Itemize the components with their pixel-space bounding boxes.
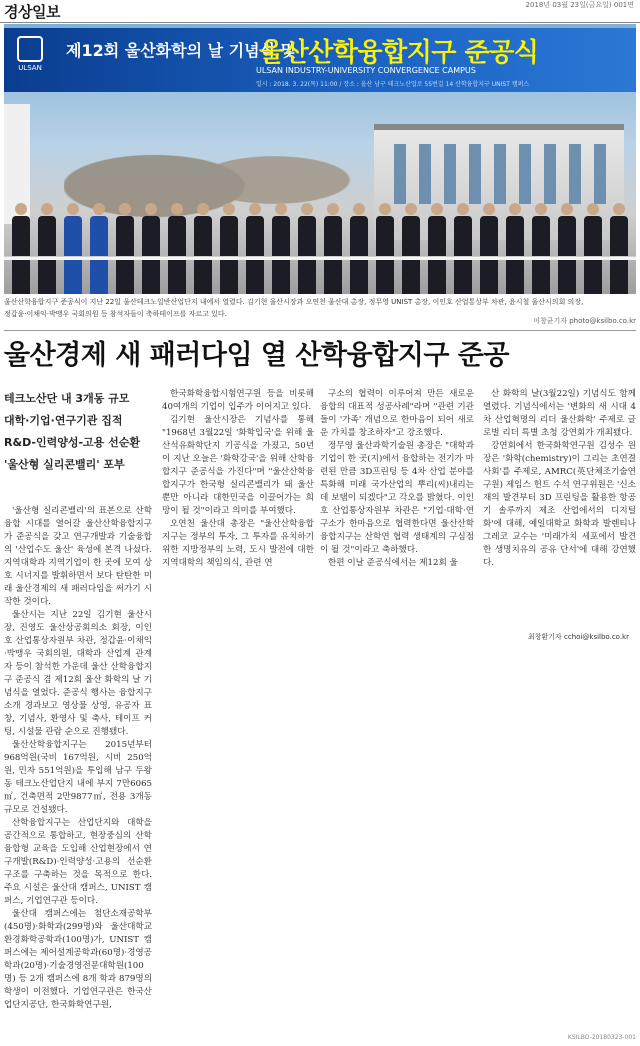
attendee-figure — [506, 203, 524, 294]
paragraph: 김기현 울산시장은 기념사를 통해 "1968년 3월22일 '화학입국'을 위해 울산석유화학단지 기공식을 가졌고, 50년이 지난 오늘은 '화학강국'을 위해 산학융합지구 준공식을 가진다"며 "울산산학융합지구가 한국형 실리콘밸리가 돼 울산뿐만 아니라 대한민국을 이끌어가는 희망이 될 것"이라고 의미를 부여했다. — [162, 415, 314, 516]
attendee-figure — [116, 203, 134, 294]
attendee-figure — [454, 203, 472, 294]
newspaper-logo: 경상일보 — [4, 3, 60, 21]
attendee-figure — [298, 203, 316, 294]
subhead-1: 테크노산단 내 3개동 규모 — [4, 392, 130, 405]
attendee-figure — [428, 203, 446, 294]
paragraph: 울산산학융합지구는 2015년부터 968억원(국비 167억원, 시비 250억원, 민자 551억원)을 투입해 남구 두왕동 테크노산업단지 내에 부지 7만6065㎡, 건축면적 2만9877㎡, 전용 3개동 규모로 건설됐다. — [4, 740, 152, 815]
photo-credit: 이창균기자 photo@ksilbo.co.kr — [533, 317, 636, 325]
paragraph: 한편 이날 준공식에서는 제12회 울 — [328, 558, 458, 568]
headline: 울산경제 새 패러다임 열 산학융합지구 준공 — [4, 340, 509, 371]
ceremony-banner — [4, 28, 636, 92]
paragraph: 울산시는 지난 22일 김기현 울산시장, 진영도 울산상공회의소 회장, 이인호 산업통상자원부 차관, 정갑윤·이채익·박맹우 국회의원, 대학과 산업계 관계자 등이 참석한 가운데 울산 산학융합지구 준공식 겸 제12회 울산 화학의 날 기념식을 열었다. 준공식 행사는 융합지구 소개 경과보고 영상물 상영, 유공자 표창, 기념사, 환영사 및 축사, 테이프 커팅, 시설물 관람 순으로 진행됐다. — [4, 610, 152, 737]
attendee-figure — [64, 203, 82, 294]
attendee-figure — [480, 203, 498, 294]
caption-line-2: 정갑윤·이채익·박맹우 국회의원 등 참석자들이 축하테이프를 자르고 있다. — [4, 310, 227, 318]
subhead-4: '울산형 실리콘밸리' 포부 — [4, 458, 125, 471]
paragraph: 정무영 울산과학기술원 총장은 "대학과 기업이 한 곳(지)에서 융합하는 전기가 마련된 만큼 3D프린팅 등 4차 산업 분야를 특화해 미래 국가산업의 뿌리(씨)내리는데 보탬이 되겠다"고 각오를 밝혔다. 이인호 산업통상자원부 차관은 "기업·대학·연구소가 한마음으로 협력한다면 울산산학융합지구는 산학연 협력 생태계의 구심점이 될 것"이라고 축하했다. — [320, 441, 474, 555]
masthead — [0, 0, 640, 23]
attendee-figure — [90, 203, 108, 294]
paragraph: 산 화학의 날(3월22일) 기념식도 함께 열렸다. 기념식에서는 '변화의 새 시대 4차 산업혁명의 리더 울산화학' 주제로 글로벌 리더 특별 초청 강연회가 개최됐다. — [483, 389, 636, 438]
subheadlines — [4, 388, 154, 476]
attendee-figure — [194, 203, 212, 294]
attendee-figure — [246, 203, 264, 294]
attendee-figure — [168, 203, 186, 294]
attendee-figure — [584, 203, 602, 294]
subhead-3: R&D-인력양성-고용 선순환 — [4, 436, 140, 449]
subhead-2: 대학·기업·연구기관 집적 — [4, 414, 123, 427]
attendee-figure — [558, 203, 576, 294]
article-column-1 — [4, 505, 152, 1040]
article-column-4 — [483, 388, 636, 628]
ceremony-ribbon — [4, 256, 636, 260]
attendee-figure — [220, 203, 238, 294]
ceremony-attendees — [4, 194, 636, 294]
paragraph: 한국화학융합시험연구원 등을 비롯해 40여개의 기업이 입주가 이어지고 있다. — [162, 389, 314, 412]
paragraph: 울산대 캠퍼스에는 첨단소재공학부(450명)·화학과(299명)와 울산대학교 환경화학공학과(100명)가, UNIST 캠퍼스에는 제어설계공학과(60명)·경영공학과(20명)·기술경영전문대학원(100명) 등 2개 캠퍼스에 8개 학과 879명의 학생이 이전했다. 기업연구관은 한국산업단지공단, 한국화학연구원, — [4, 909, 152, 1010]
attendee-figure — [12, 203, 30, 294]
lead-photo — [4, 24, 636, 294]
banner-detail-text: 일시 : 2018. 3. 22(목) 11:00 / 장소 : 울산 남구 테크노산업로 55번길 14 산학융합지구 UNIST 캠퍼스 — [256, 81, 530, 88]
attendee-figure — [142, 203, 160, 294]
banner-left-text: 제12회 울산화학의 날 기념식 및 — [66, 41, 297, 60]
attendee-figure — [350, 203, 368, 294]
paragraph: 강연회에서 한국화학연구원 김성수 원장은 '화학(chemistry)이 그리는 초연결 사회'를 주제로, AMRC(英단체조기술연구원) 제임스 헌트 수석 연구위원은 '신소재의 발견부터 3D 프린팅을 활용한 항공기 솔루까지 제조 산업에서의 디지털화'에 대해, 예일대학교 화학과 발렌티나 그레코 교수는 '미래가치 세포에서 발견한 생명치유의 공유 단서'에 대해 강연했다. — [483, 441, 636, 568]
attendee-figure — [272, 203, 290, 294]
paragraph: 오연천 울산대 총장은 "울산산학융합지구는 정부의 투자, 그 투자를 유치하기 위한 지방정부의 노력, 도시 발전에 대한 지역대학의 책임의식, 관련 연 — [162, 519, 314, 568]
attendee-figure — [38, 203, 56, 294]
paragraph: 구소의 협력이 이루어져 만든 새로운 융합의 대표적 성공사례"라며 "관련 기관들이 '가족' 개념으로 한마음이 되어 새로운 가치를 창조하자"고 강조했다. — [320, 389, 474, 438]
issue-date: 2018년 03월 23일(금요일) 001면 — [525, 1, 634, 9]
caption-line-1: 울산산학융합지구 준공식이 지난 22일 울산테크노일반산업단지 내에서 열렸다. 김기현 울산시장과 오연천 울산대 총장, 정무영 UNIST 총장, 이인호 산업통상부 차관, 윤시철 울산시의회 의장, — [4, 298, 584, 306]
banner-sub-text: ULSAN INDUSTRY-UNIVERSITY CONVERGENCE CAMPUS — [256, 66, 476, 75]
article-column-2 — [162, 388, 314, 640]
attendee-figure — [532, 203, 550, 294]
banner-main-text: 울산산학융합지구 준공식 — [259, 38, 539, 68]
attendee-figure — [402, 203, 420, 294]
paragraph: 산학융합지구는 산업단지와 대학을 공간적으로 통합하고, 현장중심의 산학융합형 교육을 도입해 산업현장에서 연구개발(R&D)·인력양성·고용의 선순환 구조를 구축하는 것을 목적으로 한다. 주요 시설은 울산대 캠퍼스, UNIST 캠퍼스, 기업연구관 등이다. — [4, 818, 152, 906]
attendee-figure — [324, 203, 342, 294]
ulsan-logo-icon: ULSAN — [10, 36, 50, 84]
paragraph: '울산형 실리콘밸리'의 표본으로 산학융합 시대를 열어갈 울산산학융합지구가 준공식을 갖고 연구개발과 기술융합의 '산업수도 울산' 육성에 본격 나섰다. 지역대학과 지역기업이 한 곳에 모여 상호 시너지를 발휘하면서 보다 탄탄한 미래 울산경제의 새 패러다임을 써가기 시작한 것이다. — [4, 506, 152, 607]
page-code: KSILBO-20180323-001 — [567, 1034, 636, 1041]
attendee-figure — [376, 203, 394, 294]
reporter-byline: 최창환기자 cchoi@ksilbo.co.kr — [528, 633, 629, 641]
attendee-figure — [610, 203, 628, 294]
divider — [4, 330, 636, 331]
article-column-3 — [320, 388, 474, 628]
